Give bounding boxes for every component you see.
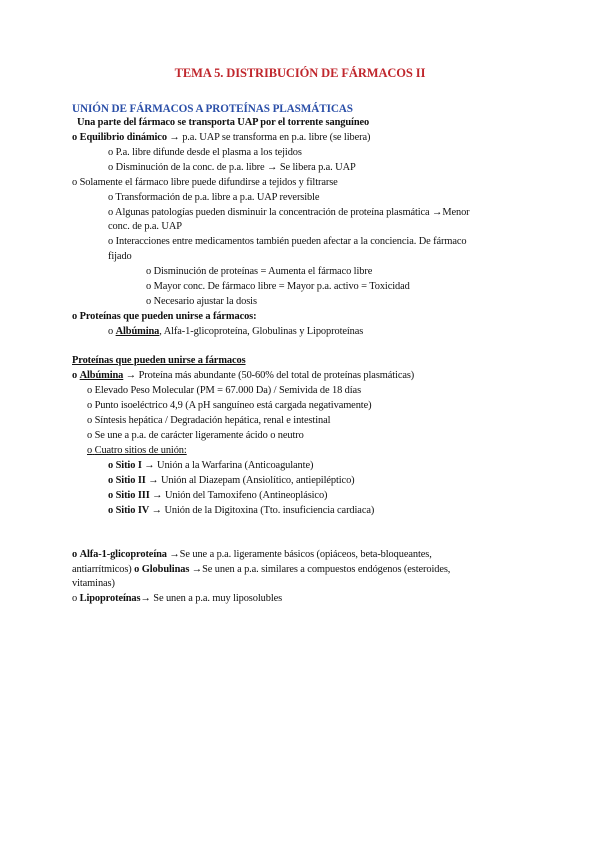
- bullet-marker: o: [87, 400, 93, 411]
- alfa-cont: antiarrítmicos) o Globulinas →Se unen a p.a. similares a compuestos endógenos (esteroides,: [72, 564, 451, 575]
- solamente-sub-2-cont: conc. de p.a. UAP: [108, 221, 182, 232]
- bullet-marker: o: [72, 311, 78, 322]
- bullet-marker: o: [87, 430, 93, 441]
- bullet-marker: o: [72, 177, 78, 188]
- bullet-marker: o: [108, 326, 114, 337]
- bullet-marker: o: [146, 281, 152, 292]
- equilibrio-sub-2: o Disminución de la conc. de p.a. libre → Se libera p.a. UAP: [108, 162, 356, 173]
- bullet-marker: o: [108, 490, 114, 501]
- equilibrio-text: → p.a. UAP se transforma en p.a. libre (se libera): [169, 132, 371, 143]
- proteinas-bullet: o Proteínas que pueden unirse a fármacos:: [72, 311, 257, 322]
- albumina-item-3: o Síntesis hepática / Degradación hepática, renal e intestinal: [87, 415, 331, 426]
- bullet-marker: o: [87, 445, 93, 456]
- equilibrio-sub-1: o P.a. libre difunde desde el plasma a los tejidos: [108, 147, 302, 158]
- intro-text: Una parte del fármaco se transporta UAP por el torrente sanguíneo: [77, 117, 370, 128]
- sitio-item: o Sitio IV → Unión de la Digitoxina (Tto. insuficiencia cardiaca): [108, 505, 375, 516]
- bullet-marker: o: [87, 415, 93, 426]
- lipo-term: Lipoproteínas: [79, 593, 141, 604]
- bullet-marker: o: [72, 593, 78, 604]
- sitio-name: Sitio IV: [115, 505, 150, 516]
- sitio-name: Sitio I: [115, 460, 142, 471]
- interaccion-item-1: o Disminución de proteínas = Aumenta el fármaco libre: [146, 266, 373, 277]
- equilibrio-bullet: [72, 131, 370, 145]
- bullet-marker: o: [146, 296, 152, 307]
- interaccion-item-3: o Necesario ajustar la dosis: [146, 296, 257, 307]
- lipo-bullet: o Lipoproteínas→ Se unen a p.a. muy liposolubles: [72, 593, 283, 604]
- alfa-cont-2: vitaminas): [72, 578, 115, 589]
- sitio-item: o Sitio III → Unión del Tamoxifeno (Antineoplásico): [108, 490, 328, 501]
- bullet-marker: o: [134, 564, 140, 575]
- sitio-name: Sitio III: [115, 490, 150, 501]
- bullet-marker: o: [108, 162, 114, 173]
- alfa-term: Alfa-1-glicoproteína: [79, 549, 167, 560]
- section-heading: UNIÓN DE FÁRMACOS A PROTEÍNAS PLASMÁTICAS: [72, 103, 353, 115]
- bullet-marker: o: [108, 505, 114, 516]
- bullet-marker: o: [108, 207, 114, 218]
- equilibrio-term: Equilibrio dinámico: [79, 132, 167, 143]
- albumina-item-2: o Punto isoeléctrico 4,9 (A pH sanguíneo está cargada negativamente): [87, 400, 372, 411]
- bullet-marker: o: [108, 475, 114, 486]
- alfa-bullet: o Alfa-1-glicoproteína →Se une a p.a. ligeramente básicos (opiáceos, beta-bloqueantes,: [72, 549, 432, 560]
- page-title: TEMA 5. DISTRIBUCIÓN DE FÁRMACOS II: [174, 66, 426, 80]
- solamente-sub-2: o Algunas patologías pueden disminuir la concentración de proteína plasmática →Menor: [108, 207, 470, 218]
- albumina-item-1: o Elevado Peso Molecular (PM = 67.000 Da) / Semivida de 18 días: [87, 385, 362, 396]
- sitio-name: Sitio II: [115, 475, 146, 486]
- bullet-marker: o: [72, 132, 78, 143]
- sitio-item: o Sitio I → Unión a la Warfarina (Anticoagulante): [108, 460, 314, 471]
- solamente-sub-3-cont: fijado: [108, 251, 132, 262]
- bullet-marker: o: [87, 385, 93, 396]
- albumina-term: Albúmina: [115, 326, 160, 337]
- bullet-marker: o: [108, 236, 114, 247]
- bullet-marker: o: [72, 549, 78, 560]
- interaccion-item-2: o Mayor conc. De fármaco libre = Mayor p.a. activo = Toxicidad: [146, 281, 410, 292]
- proteinas-list: o Albúmina, Alfa-1-glicoproteína, Globulinas y Lipoproteínas: [108, 326, 364, 337]
- solamente-sub-1: o Transformación de p.a. libre a p.a. UAP reversible: [108, 192, 320, 203]
- bullet-marker: o: [108, 460, 114, 471]
- albumina-item-4: o Se une a p.a. de carácter ligeramente ácido o neutro: [87, 430, 304, 441]
- bullet-marker: o: [146, 266, 152, 277]
- solamente-sub-3: o Interacciones entre medicamentos también pueden afectar a la conciencia. De fármaco: [108, 236, 467, 247]
- proteinas-section-heading: Proteínas que pueden unirse a fármacos: [72, 355, 246, 366]
- sitio-item: o Sitio II → Unión al Diazepam (Ansiolítico, antiepiléptico): [108, 475, 355, 486]
- globulinas-term: Globulinas: [141, 564, 190, 575]
- solamente-bullet: o Solamente el fármaco libre puede difundirse a tejidos y filtrarse: [72, 177, 338, 188]
- bullet-marker: o: [72, 370, 78, 381]
- sitios-heading: o Cuatro sitios de unión:: [87, 445, 187, 456]
- albumina-bullet: o Albúmina → Proteína más abundante (50-60% del total de proteínas plasmáticas): [72, 370, 415, 381]
- bullet-marker: o: [108, 192, 114, 203]
- albumina-term: Albúmina: [79, 370, 124, 381]
- bullet-marker: o: [108, 147, 114, 158]
